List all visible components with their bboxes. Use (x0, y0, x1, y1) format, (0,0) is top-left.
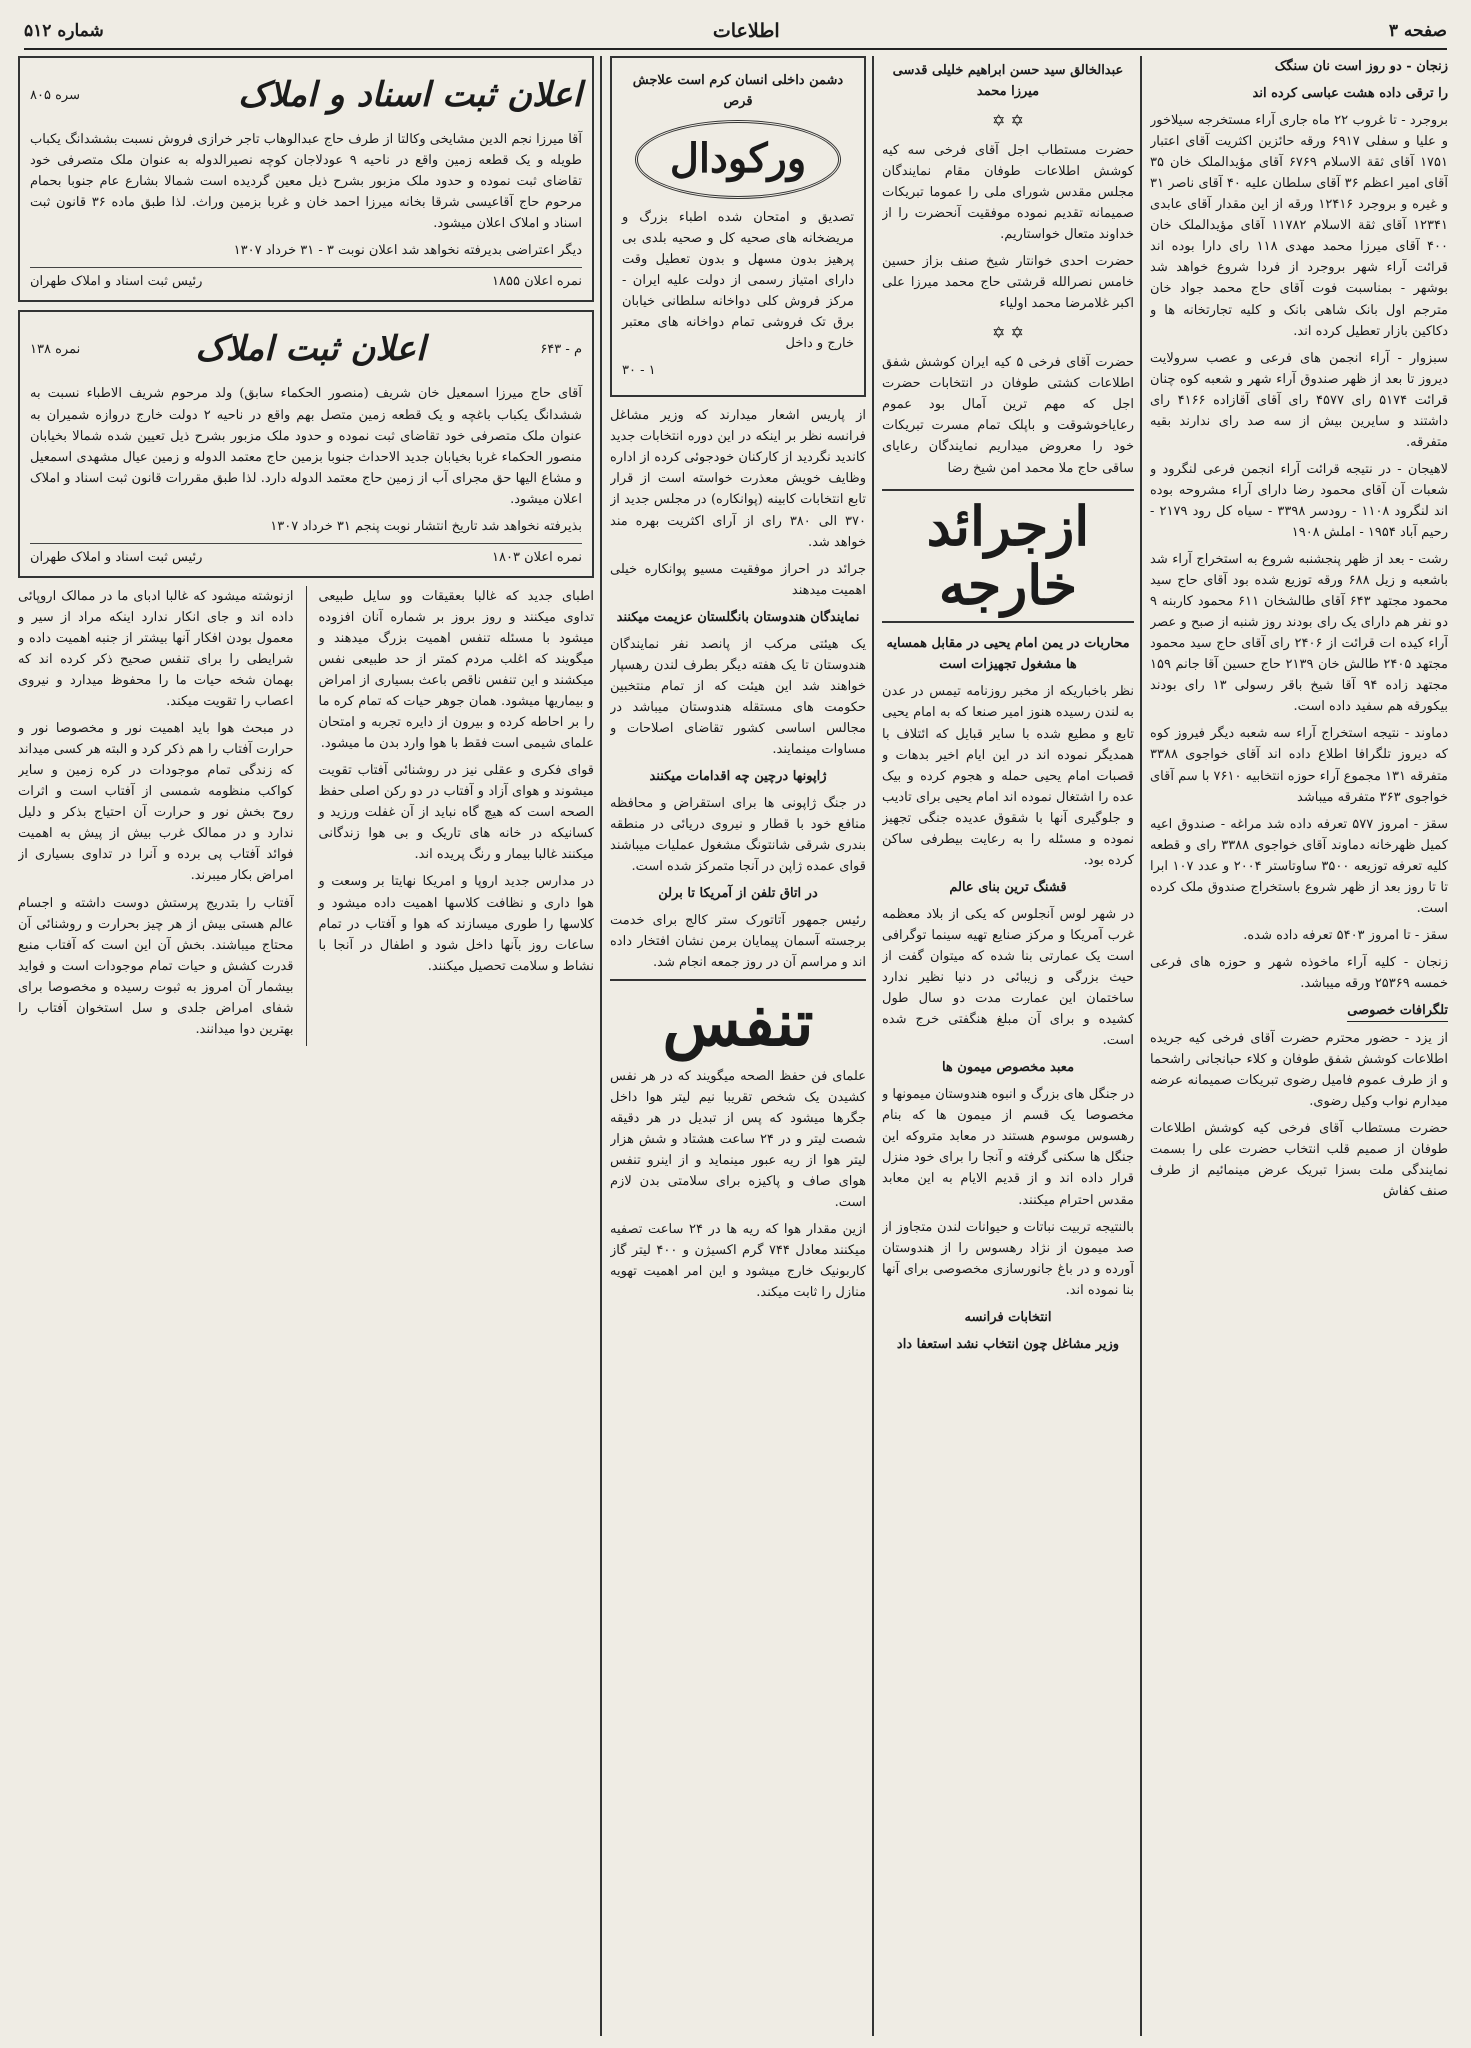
notice-1-ref: نمره اعلان ۱۸۵۵ (492, 274, 582, 290)
medicine-ad-title: دشمن داخلی انسان کرم است علاجش قرص (632, 73, 844, 110)
notice-2-title: اعلان ثبت املاک (195, 329, 426, 370)
registry-notice-1 (18, 56, 594, 302)
breathing-article: علمای فن حفظ الصحه میگویند که در هر نفس کشیدن یک شخص تقریبا نیم لیتر هوا داخل جگرها میشود که پس از تبدیل در هر دقیقه شصت لیتر و در ۲۴ ساعت هشتاد و شش هزار لیتر هوا از ریه عبور مینماید و از اینرو تنفس هوای صاف و پاکیزه برای سلامتی بدن لازم است. (610, 1068, 866, 1211)
article-para-b: ازنوشته میشود که غالبا ادبای ما در ممالک اروپائی داده اند و جای انکار ندارد اینکه مراد از سیر و معمول بودن افکار آنها بیشتر از جنبه اهمیت داده و شرایطی را برای تنفس صحیح ذکر کرده اند که بهمان شخه حیات ما را محفوظ میدارد و نیروی اعصاب را تقویت میکند. (18, 588, 294, 710)
masthead (24, 14, 1447, 50)
medicine-ad (610, 56, 866, 397)
papers-note: جرائد در احراز موفقیت مسیو پوانکاره خیلی اهمیت میدهند (610, 561, 866, 598)
column-news (1150, 56, 1448, 2036)
monkey-temple-article-2: بالنتیجه تربیت نباتات و حیوانات لندن متجاوز از صد میمون از نژاد رهسوس را از هندوستان آورده و در باغ جانورسازی مخصوصی برای آنها بنا نموده اند. (882, 1219, 1134, 1298)
article-para-a: اطبای جدید که غالبا بعقیقات وو سایل طبیعی تداوی میکنند و روز بروز بر شماره آنان افزوده میشود با مسئله تنفس اهمیت بزرگ میدهند و میگویند که اغلب مردم کمتر از حد طبیعی نفس میکشند و این تنفس ناقص باعث بسیاری از امراض و بیماریها میشود. همان جوهر حیات که تمام کره ما را بر احاطه کرده و بیرون از دایره تجربه و امتحان علمای شیمی است فقط با هوا وارد بدن ما میشود. (318, 588, 594, 752)
notice-1-body: آقا میرزا نجم الدین مشایخی وکالتا از طرف حاج عبدالوهاب تاجر خرازی فروش نسبت بششدانگ یکباب طویله و یک قطعه زمین واقع در ناحیه ۹ عودلاجان کوچه نصیرالدوله به عنوان ملک متصرفی خود تقاضای ثبت نموده و حدود ملک مزبور بشرح ذیل معین گردیده است شمالا بشارع عام جنوبا بحمام مرحوم حاج آقاعیسی شرقا بخانه میرزا احمد خان و غربا بزمین وراث. لذا طبق ماده ۳۶ قانون ثبت اسناد و املاک اعلان میشود. (30, 132, 582, 232)
saqez-item-2: سقز - تا امروز ۵۴۰۳ تعرفه داده شده. (1243, 927, 1448, 943)
congrats-1-signers: حضرت احدی خوانتار شیخ صنف بزاز حسین خامس نصرالله قرشتی حاج محمد میرزا علی اکبر غلامرضا محمد اولیاء (882, 254, 1134, 312)
theater-article: در شهر لوس آنجلوس که یکی از بلاد معظمه غرب آمریکا و مرکز صنایع تهیه سینما توگرافی است یک عمارتی بنا شده که میتوان گفت از حیث بزرگی و زیبائی در دنیا نظیر ندارد ساختمان این عمارت مدت دو سال طول کشیده و برای آن مبلغ هنگفتی خرج شده است. (882, 906, 1134, 1049)
india-headline: نمایندگان هندوستان بانگلستان عزیمت میکنند (616, 609, 860, 625)
article-para-f: در مدارس جدید اروپا و امریکا نهایتا بر وسعت و هوا داری و نظافت کلاسها اهمیت داده میشود و کلاسها را طوری میسازند که هوا و آفتاب در تمام ساعات روز بآنها داخل شود و اطفال در آنجا با نشاط و سلامت تحصیل میکنند. (318, 874, 594, 974)
notice-1-title: اعلان ثبت اسناد و املاک (238, 75, 582, 115)
page-number: صفحه ۳ (1388, 21, 1447, 41)
india-article: یک هیئتی مرکب از پانصد نفر نمایندگان هندوستان تا یک هفته دیگر بطرف لندن رهسپار خواهند شد این هیئت که از تمام منتخبین حکومت های مستقله هندوستان میباشد در مجالس اساسی کشور تقاضای اصلاحات و مساوات مینمایند. (610, 636, 866, 757)
notice-2-ref: نمره اعلان ۱۸۰۳ (492, 549, 582, 565)
yemen-headline: محاربات در یمن امام یحیی در مقابل همسایه ها مشغول تجهیزات است (886, 636, 1130, 673)
telegram-shoemakers: حضرت مستطاب آقای فرخی کیه کوشش اطلاعات طوفان از صمیم قلب انتخاب حضرت علی را بسمت نمایندگی ملت بسزا تبریک عرض مینمائیم از طرف صنف کفاش (1150, 1121, 1448, 1200)
article-para-e: قوای فکری و عقلی نیز در روشنائی آفتاب تقویت میشوند و هوای آزاد و آفتاب در دو رکن اصلی حفظ الصحه است که هیچ گاه نباید از آن غفلت ورزید و کسانیکه در خانه های تاریک و بی هوا زندگانی میکنند غالبا بیمار و رنگ پریده اند. (318, 763, 594, 863)
medicine-ad-number: ۱ - ۳۰ (622, 363, 656, 379)
medicine-ad-body: تصدیق و امتحان شده اطباء بزرگ و مریضخانه های صحیه کل و صحیه بلدی بی پرهیز بدون مسهل و بدون تعطیل وقت دارای امتیاز رسمی از دولت علیه ایران - مرکز فروش کلی دواخانه سلطانی خیابان برق تک فروشی تمام دواخانه های معتبر خارج و داخل (622, 209, 854, 352)
breathing-title: تنفس (610, 979, 866, 1059)
column-rule (872, 56, 874, 2036)
yemen-article: نظر باخباریکه از مخبر روزنامه تیمس در عدن به لندن رسیده هنوز امیر صنعا که به امام یحیی تابع و مطیع شده با سایر قبایل که ائتلاف با همدیگر نموده اند در این ایام اخیر بدهات و قصبات امام یحیی حمله و هجوم کرده و بیک عده را اشتغال نموده اند امام یحیی برای تادیب و جلوگیری آنها با شقوق عدیده جنگی تجهیز نموده و مسئله را به رعایت بیطرفی ساکن کرده بود. (882, 684, 1134, 868)
notice-2-body: آقای حاج میرزا اسمعیل خان شریف (منصور الحکماء سابق) ولد مرحوم شریف الاطباء نسبت به ششدانگ یکباب باغچه و یک قطعه زمین متصل بهم واقع در ناحیه ۲ دولت خارج دروازه شمیران به عنوان ملک متصرفی خود تقاضای ثبت نموده و حدود ملک مزبور بشرح ذیل تعیین شده شمالا بخیابان منصور الحکماء غربا بخیابان جدید الاحداث جنوبا بزمین حاج معتمد الدوله و زمین عیال مشهدی اسمعیل و مشاع الیها حق مجرای آب از زمین حاج معتمد الدوله دارد. لذا طبق مقررات قانون ثبت اسناد و املاک اعلان میشود. (30, 386, 582, 507)
column-rule (600, 56, 602, 2036)
notice-2-code: م - ۶۴۳ (540, 342, 582, 358)
rasht-item: رشت - بعد از ظهر پنجشنبه شروع به استخراج آراء شد باشعبه و زیل ۶۸۸ ورقه توزیع شده بود آقای حاج سید محمود مجتهد ۶۴۳ آقای طالشخان ۶۱۱ محمود کاربنه ۹ دو نفر هم دارای یک رای بودند روز شنبه از صبح و عصر آراء کیده ات قرائت از ۲۴۰۶ رای آقای حاج سید محمود مجتهد ۲۴۰۵ طالش خان ۲۱۳۹ حاج حسین آقا جانم ۱۵۹ مجتهد زاده ۹۴ آقا شیخ باقر رسولی ۱۳ رای بودند بیکورقه هم سفید داده است. (1150, 552, 1448, 715)
star-ornament: ✡ ✡ (992, 111, 1024, 131)
newspaper-name: اطلاعات (712, 20, 780, 42)
telegram-yazd: از یزد - حضور محترم حضرت آقای فرخی کیه جریده اطلاعات کوشش شفق طوفان و کلاء حبانجانی راشحما و از طرف عموم فامیل رضوی تبریکات صمیمانه عرضه میدارم نواب وکیل رضوی. (1150, 1031, 1448, 1110)
saqez-item: سقز - امروز ۵۷۷ تعرفه داده شد مراغه - صندوق اعیه کمیل ظهرخانه دماوند آقای خواجوی ۳۳۸۸ رای و قطعه کلیه تعرفه توزیعه ۳۵۰۰ ساوتاستر ۲۰۰۴ و عدد ۱۰۷ ابرا تا تا روز بعد از ظهر شروع باستخراج صندوق ملک کرده است. (1150, 816, 1448, 916)
notice-1-number: سره ۸۰۵ (30, 88, 80, 104)
article-para-c: در مبحث هوا باید اهمیت نور و مخصوصا نور و حرارت آفتاب را هم ذکر کرد و البته هر کسی میداند که زندگی تمام موجودات در کره زمین و سایر کواکب منظومه شمسی از آفتاب است و اثرات روح بخش نور و حرارت آن احتیاج بذکر و دلیل ندارد و در ممالک غرب بیش از پیش به اهمیت فوائد آفتاب پی برده و آنرا در تداوی بسیاری از امراض بکار میبرند. (18, 721, 294, 884)
phone-headline: در اتاق تلفن از آمریکا تا برلن (658, 886, 818, 902)
notice-1-date: دیگر اعتراضی بدیرفته نخواهد شد اعلان نوبت ۳ - ۳۱ خرداد ۱۳۰۷ (233, 243, 582, 259)
foreign-press-title: ازجرائد خارجه (882, 489, 1134, 624)
zanjan-headline: زنجان - دو روز است نان سنگک (1274, 59, 1448, 74)
issue-number: شماره ۵۱۲ (24, 21, 104, 41)
congrats-1: حضرت مستطاب اجل آقای فرخی سه کیه کوشش اطلاعات طوفان مقام نمایندگان مجلس مقدس شورای ملی را عموما تبریکات صمیمانه تقدیم نموده موفقیت آنحضرت را از خداوند متعال خواستاریم. (882, 143, 1134, 243)
zanjan-subheadline: را ترقی داده هشت عباسی کرده اند (1252, 86, 1448, 102)
france-election-headline: انتخابات فرانسه (964, 1309, 1052, 1325)
article-column-b (18, 586, 294, 1046)
notice-2-signature: رئیس ثبت اسناد و املاک طهران (30, 549, 203, 565)
notice-1-signature: رئیس ثبت اسناد و املاک طهران (30, 274, 203, 290)
japan-article: در جنگ ژاپونی ها برای استقراض و محافظه منافع خود با قطار و نیروی دریائی در منطقه بندری شرقی شانتونگ مشغول عملیات میباشند قوای عمده ژاپن در آنجا متمرکز شده است. (610, 796, 866, 875)
damavand-item: دماوند - نتیجه استخراج آراء سه شعبه دیگر فیروز کوه که دیروز تلگرافا اطلاع داده اند آقای خواجوی ۳۳۸۸ متفرقه ۱۳۱ مجموع آراء حوزه انتخابیه ۷۶۱۰ با سم آقای خواجوی ۳۶۳ متفرقه میباشد (1150, 726, 1448, 805)
congrats-2: حضرت آقای فرخی ۵ کیه ایران کوشش شفق اطلاعات کشتی طوفان در انتخابات حضرت اجل که مهم ترین آمال بود عموم رعایاخوشوقت و باپلک تمام مسرت تبریکات خود را معروض میداریم نمایندگان رعایای ساقی حاج ملا محمد امن شیخ رضا (882, 355, 1134, 476)
breathing-article-continued (18, 586, 594, 1046)
article-column-a (319, 586, 595, 1046)
borujerd-item: بروجرد - تا غروب ۲۲ ماه جاری آراء مستخرجه سیلاخور و علیا و سفلی ۶۹۱۷ ورقه حائزین اکثریت آقای اعتبار ۱۷۵۱ آقای ثقة الاسلام ۶۷۶۹ آقای مؤیدالملک خان ۳۵ آقای امیر اعظم ۳۶ آقای سلطان علیه ۴۰ آقای ناصر ۳۱ و غیره و بروجرد ۱۲۴۱۶ ورقه از این مقدار آقای عابدی ۱۲۳۴۱ آقای ثقة الاسلام ۱۱۷۸۲ آقای مؤیدالملک خان ۴۰۰ آقای میرزا محمد مهدی ۱۱۸ رای دارا بوده اند قرائت آراء شهر بروجرد از فردا شروع خواهد شد بوشهر - بمناسبت فوت آقای حاج محمد جواد خان مترجم اول بانک شاهی بانک و کلیه تجارتخانه ها و دکاکین بازار تعطیل کرده اند. (1150, 113, 1448, 339)
inner-rule (306, 586, 307, 1046)
zanjan-item-2: زنجان - کلیه آراء ماخوذه شهر و حوزه های فرعی خمسه ۲۵۳۶۹ ورقه میباشد. (1150, 954, 1448, 991)
monkey-temple-article: در جنگل های بزرگ و انبوه هندوستان میمونها و مخصوصا یک قسم از میمون ها که بنام رهسوس موسوم هستند در معابد متروکه این جنگل ها سکنی گرفته و آنجا را برای خود منزل قرار داده اند و از قدیم الایام به این معابد مقدس احترام میکنند. (882, 1087, 1134, 1208)
notice-2-date: بذیرفته نخواهد شد تاریخ انتشار نوبت پنجم ۳۱ خرداد ۱۳۰۷ (270, 518, 582, 534)
column-foreign (882, 56, 1134, 2036)
france-election-subheadline: وزیر مشاغل چون انتخاب نشد استعفا داد (896, 1336, 1120, 1352)
column-notices (18, 56, 594, 2036)
signatories: عبدالخالق سید حسن ابراهیم خلیلی قدسی میرزا محمد (892, 63, 1124, 100)
medicine-ad-brand: ورکودال (635, 120, 841, 199)
paris-article: از پاریس اشعار میدارند که وزیر مشاغل فرانسه نظر بر اینکه در این دوره انتخابات جدید کاندید نگردید از کارکنان خودجوئی کرده از اداره وظایف خویش معذرت خواسته است از قرار تابع انتخابات کابینه (پوانکاره) در مجلس جدید از ۳۷۰ الی ۳۸۰ رای از آرای اکثریت بهره مند خواهد شد. (610, 408, 866, 550)
column-rule (1140, 56, 1142, 2036)
breathing-article-2: ازین مقدار هوا که ریه ها در ۲۴ ساعت تصفیه میکنند معادل ۷۴۴ گرم اکسیژن و ۴۰۰ لیتر گاز کاربونیک خارج میشود و این امر اهمیت تهویه منازل را ثابت میکند. (610, 1222, 866, 1301)
japan-headline: ژاپونها درچین چه اقدامات میکنند (649, 769, 827, 785)
sabzevar-item: سبزوار - آراء انجمن های فرعی و عصب سرولایت دیروز تا بعد از ظهر صندوق آراء شهر و شعبه کوه چنان قرائت ۵۱۷۴ رای ۴۵۷۷ رای آقای آقازاده ۴۱۶۶ رای داشتند و سایرین بیش از سه صد رای ندارند بقیه متفرقه. (1150, 350, 1448, 450)
telegrams-heading: تلگرافات خصوصی (1347, 1000, 1448, 1022)
monkey-temple-headline: معبد مخصوص میمون ها (941, 1060, 1075, 1076)
column-middle (610, 56, 866, 2036)
star-ornament: ✡ ✡ (992, 323, 1024, 343)
article-para-d: آفتاب را بتدریج پرستش دوست داشته و اجسام عالم هستی بیش از هر چیز بحرارت و روشنائی آن محتاج میباشند. بخش آن این است که آفتاب منبع قدرت کشش و حیات تمام موجودات است و فواید بیشمار آن امروز به ثبوت رسیده و مخصوصا برای شفای امراض جلدی و سل استخوان آفتاب را بهترین دوا میدانند. (18, 895, 294, 1037)
theater-headline: قشنگ ترین بنای عالم (949, 879, 1067, 895)
notice-2-number: نمره ۱۳۸ (30, 342, 81, 358)
lahijan-item: لاهیجان - در نتیجه قرائت آراء انجمن فرعی لنگرود و شعبات آن آقای محمود رضا دارای آراء مشروحه بوده اند لنگرود ۱۱۰۸ - رودسر ۳۳۹۸ - سیاه کل رود ۲۱۷۹ - رحیم آباد ۱۹۵۴ - املش ۱۹۰۸ (1150, 461, 1448, 540)
registry-notice-2 (18, 310, 594, 577)
phone-article: رئیس جمهور آتاتورک ستر کالج برای خدمت برجسته آسمان پیمایان برمن نشان افتخار داده اند و مراسم آن در روز جمعه انجام شد. (610, 913, 866, 971)
